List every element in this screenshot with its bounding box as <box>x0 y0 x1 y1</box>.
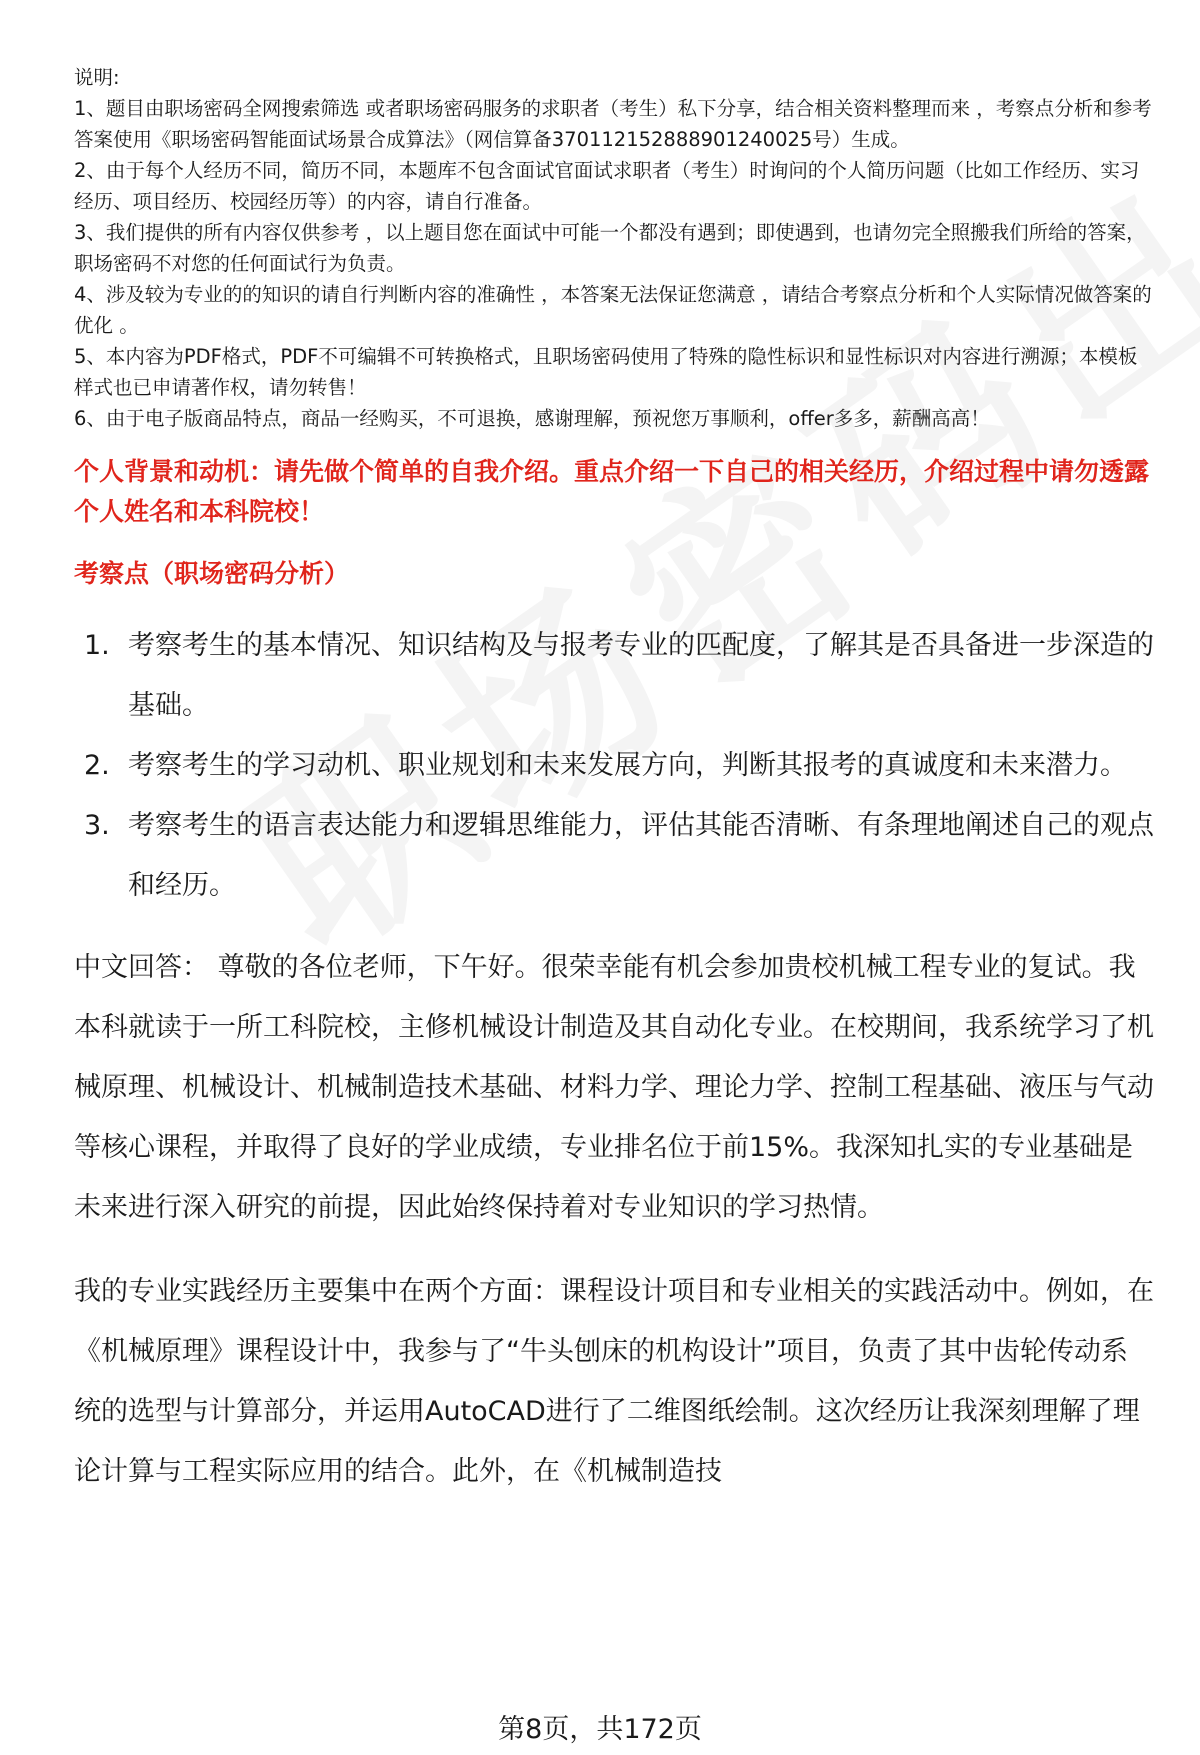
question-heading: 个人背景和动机：请先做个简单的自我介绍。重点介绍一下自己的相关经历，介绍过程中请勿透露个人姓名和本科院校！ <box>74 457 1150 526</box>
page-number: 第8页，共172页 <box>498 1714 702 1745</box>
note-item: 1、题目由职场密码全网搜索筛选 或者职场密码服务的求职者（考生）私下分享，结合相关资料整理而来 ，考察点分析和参考答案使用《职场密码智能面试场景合成算法》（网信算备370112152888901240025号）生成。 <box>74 97 1152 151</box>
point-text: 考察考生的学习动机、职业规划和未来发展方向，判断其报考的真诚度和未来潜力。 <box>128 750 1127 781</box>
answer-paragraph: 我的专业实践经历主要集中在两个方面：课程设计项目和专业相关的实践活动中。例如，在《机械原理》课程设计中，我参与了“牛头刨床的机构设计”项目，负责了其中齿轮传动系统的选型与计算部分，并运用AutoCAD进行了二维图纸绘制。这次经历让我深刻理解了理论计算与工程实际应用的结合。此外，在《机械制造技 <box>74 1276 1154 1487</box>
point-text: 考察考生的基本情况、知识结构及与报考专业的匹配度，了解其是否具备进一步深造的基础。 <box>128 630 1154 721</box>
analysis-title: 考察点（职场密码分析） <box>74 559 350 588</box>
point-text: 考察考生的语言表达能力和逻辑思维能力，评估其能否清晰、有条理地阐述自己的观点和经历。 <box>128 810 1154 901</box>
note-item: 5、本内容为PDF格式，PDF不可编辑不可转换格式，且职场密码使用了特殊的隐性标识和显性标识对内容进行溯源；本模板样式也已申请著作权，请勿转售！ <box>74 345 1138 399</box>
analysis-point <box>74 616 1154 736</box>
note-item: 2、由于每个人经历不同，简历不同，本题库不包含面试官面试求职者（考生）时询问的个人简历问题（比如工作经历、实习经历、项目经历、校园经历等）的内容，请自行准备。 <box>74 159 1140 213</box>
page-content <box>74 62 1154 1502</box>
notes-heading: 说明: <box>74 66 120 89</box>
note-item: 4、涉及较为专业的的知识的请自行判断内容的准确性 ，本答案无法保证您满意 ，请结合考察点分析和个人实际情况做答案的优化 。 <box>74 283 1152 337</box>
note-item: 3、我们提供的所有内容仅供参考 ，以上题目您在面试中可能一个都没有遇到；即使遇到，也请勿完全照搬我们所给的答案，职场密码不对您的任何面试行为负责。 <box>74 221 1146 275</box>
point-number: 3. <box>84 810 110 841</box>
notes-section <box>74 62 1154 434</box>
point-number: 1. <box>84 630 110 661</box>
point-number: 2. <box>84 750 110 781</box>
analysis-point <box>74 796 1154 916</box>
analysis-points <box>74 616 1154 916</box>
note-item: 6、由于电子版商品特点，商品一经购买，不可退换，感谢理解，预祝您万事顺利，offer多多，薪酬高高！ <box>74 407 990 430</box>
answer-paragraph: 中文回答： 尊敬的各位老师，下午好。很荣幸能有机会参加贵校机械工程专业的复试。我本科就读于一所工科院校，主修机械设计制造及其自动化专业。在校期间，我系统学习了机械原理、机械设计、机械制造技术基础、材料力学、理论力学、控制工程基础、液压与气动等核心课程，并取得了良好的学业成绩，专业排名位于前15%。我深知扎实的专业基础是未来进行深入研究的前提，因此始终保持着对专业知识的学习热情。 <box>74 952 1154 1223</box>
analysis-point <box>74 736 1154 796</box>
